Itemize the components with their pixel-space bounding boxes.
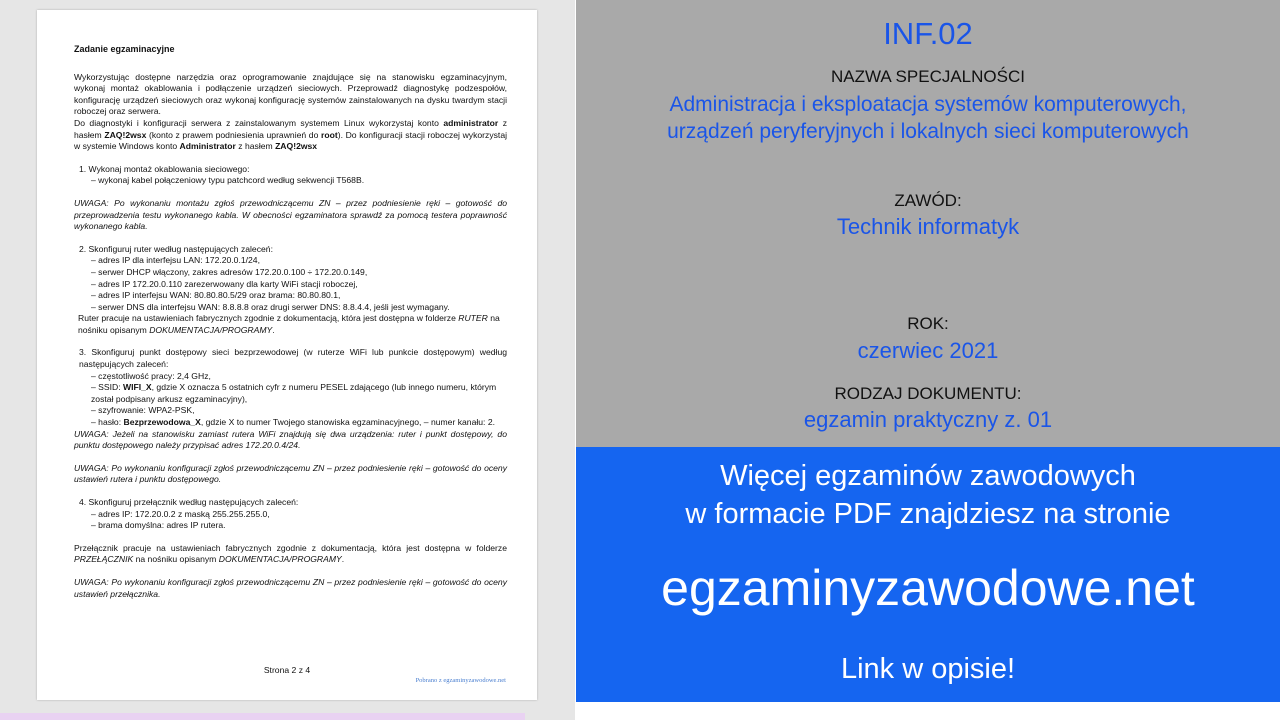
step-3-item: – częstotliwość pracy: 2,4 GHz, [91,370,211,381]
exam-document-page [37,10,537,700]
step-2-item: – adres IP 172.20.0.110 zarezerwowany dla karty WiFi stacji roboczej, [91,278,358,289]
note-4: UWAGA: Po wykonaniu konfiguracji zgłoś przewodniczącemu ZN – przez podniesienie ręki – gotowość do oceny ustawień przełącznika. [74,576,507,599]
bottom-bar [576,702,1280,720]
link-in-description: Link w opisie! [840,653,1016,685]
exam-code: INF.02 [883,16,973,51]
specialization-line-1: Administracja i eksploatacja systemów komputerowych, [669,93,1187,116]
step-2-tail: Ruter pracuje na ustawieniach fabrycznych zgodnie z dokumentacją, która jest dostępna w folderze RUTER na nośniku opisanym DOKUMENTACJA/PROGRAMY. [78,313,500,335]
specialization-line-2: urządzeń peryferyjnych i lokalnych sieci komputerowych [667,120,1189,143]
job-label: ZAWÓD: [894,191,962,210]
note-1: UWAGA: Po wykonaniu montażu zgłoś przewodniczącemu ZN – przez podniesienie ręki – gotowość do przeprowadzenia testu wykonanego kabla. W obecności egzaminatora sprawdź za pomocą testera poprawność wykonanego kabla. [74,197,507,232]
promo-line-1: Więcej egzaminów zawodowych [720,460,1136,492]
step-4-item: – adres IP: 172.20.0.2 z maską 255.255.255.0, [91,508,270,519]
promo-banner [576,447,1280,702]
intro-credentials: Do diagnostyki i konfiguracji serwera z zainstalowanym systemem Linux wykorzystaj konto administrator z hasłem ZAQ!2wsx (konto z prawem podniesienia uprawnień do root). Do konfiguracji stacji roboczej wykorzystaj w systemie Windows konto Administrator z hasłem ZAQ!2wsx [74,117,508,152]
step-4: 4. Skonfiguruj przełącznik według następujących zaleceń: [79,497,299,507]
bottom-strip [0,713,525,720]
note-3a: UWAGA: Jeżeli na stanowisku zamiast rutera WiFi znajdują się dwa urządzenia: ruter i punkt dostępowy, do punktu dostępowego należy przypisać adres 172.20.0.4/24. [74,428,507,451]
exam-info-panel [576,0,1280,447]
specialization-label: NAZWA SPECJALNOŚCI [831,67,1025,86]
document-type-value: egzamin praktyczny z. 01 [803,407,1053,432]
page-number: Strona 2 z 4 [263,665,311,675]
step-4-tail: Przełącznik pracuje na ustawieniach fabrycznych zgodnie z dokumentacją, która jest dostępna w folderze PRZEŁĄCZNIK na nośniku opisanym DOKUMENTACJA/PROGRAMY. [74,542,507,565]
step-3-item: – SSID: WIFI_X, gdzie X oznacza 5 ostatnich cyfr z numeru PESEL zdającego (lub innego numeru, którym został podpisany arkusz egzaminacyjny), [91,382,497,404]
step-2: 2. Skonfiguruj ruter według następujących zaleceń: [79,243,273,254]
step-3: 3. Skonfiguruj punkt dostępowy sieci bezprzewodowej (w ruterze WiFi lub punkcie dostępowym) według następujących zaleceń: [79,347,507,370]
step-1: 1. Wykonaj montaż okablowania sieciowego: [79,163,250,174]
note-3b: UWAGA: Po wykonaniu konfiguracji zgłoś przewodniczącemu ZN – przez podniesienie ręki – gotowość do oceny ustawień rutera i punktu dostępowego. [74,462,507,485]
document-title: Zadanie egzaminacyjne [74,44,175,54]
intro-paragraph: Wykorzystując dostępne narzędzia oraz oprogramowanie znajdujące się na stanowisku egzaminacyjnym, wykonaj montaż okablowania i podłączenie urządzeń sieciowych. Przeprowadź diagnostykę podzespołów, konfigurację urządzeń sieciowych oraz wykonaj konfigurację systemów zainstalowanych na dysku twardym stacji roboczej oraz serwera. [74,71,507,117]
promo-line-2: w formacie PDF znajdziesz na stronie [685,498,1171,530]
step-2-item: – adres IP interfejsu WAN: 80.80.80.5/29 oraz brama: 80.80.80.1, [91,290,341,301]
step-2-item: – serwer DHCP włączony, zakres adresów 172.20.0.100 ÷ 172.20.0.149, [91,266,368,277]
step-2-item: – adres IP dla interfejsu LAN: 172.20.0.1/24, [91,255,260,266]
step-4-item: – brama domyślna: adres IP rutera. [91,520,226,531]
step-1-item: – wykonaj kabel połączeniowy typu patchcord według sekwencji T568B. [91,175,365,186]
year-value: czerwiec 2021 [857,338,999,363]
website-link[interactable]: egzaminyzawodowe.net [661,560,1195,616]
step-3-item: – hasło: Bezprzewodowa_X, gdzie X to numer Twojego stanowiska egzaminacyjnego, – numer kanału: 2. [91,417,495,428]
step-2-item: – serwer DNS dla interfejsu WAN: 8.8.8.8 oraz drugi serwer DNS: 8.8.4.4, jeśli jest wymagany. [91,301,450,312]
step-3-item: – szyfrowanie: WPA2-PSK, [91,405,195,416]
source-note: Pobrano z egzaminyzawodowe.net [415,677,506,684]
document-type-label: RODZAJ DOKUMENTU: [834,384,1022,403]
year-label: ROK: [907,314,949,333]
job-value: Technik informatyk [836,214,1020,239]
